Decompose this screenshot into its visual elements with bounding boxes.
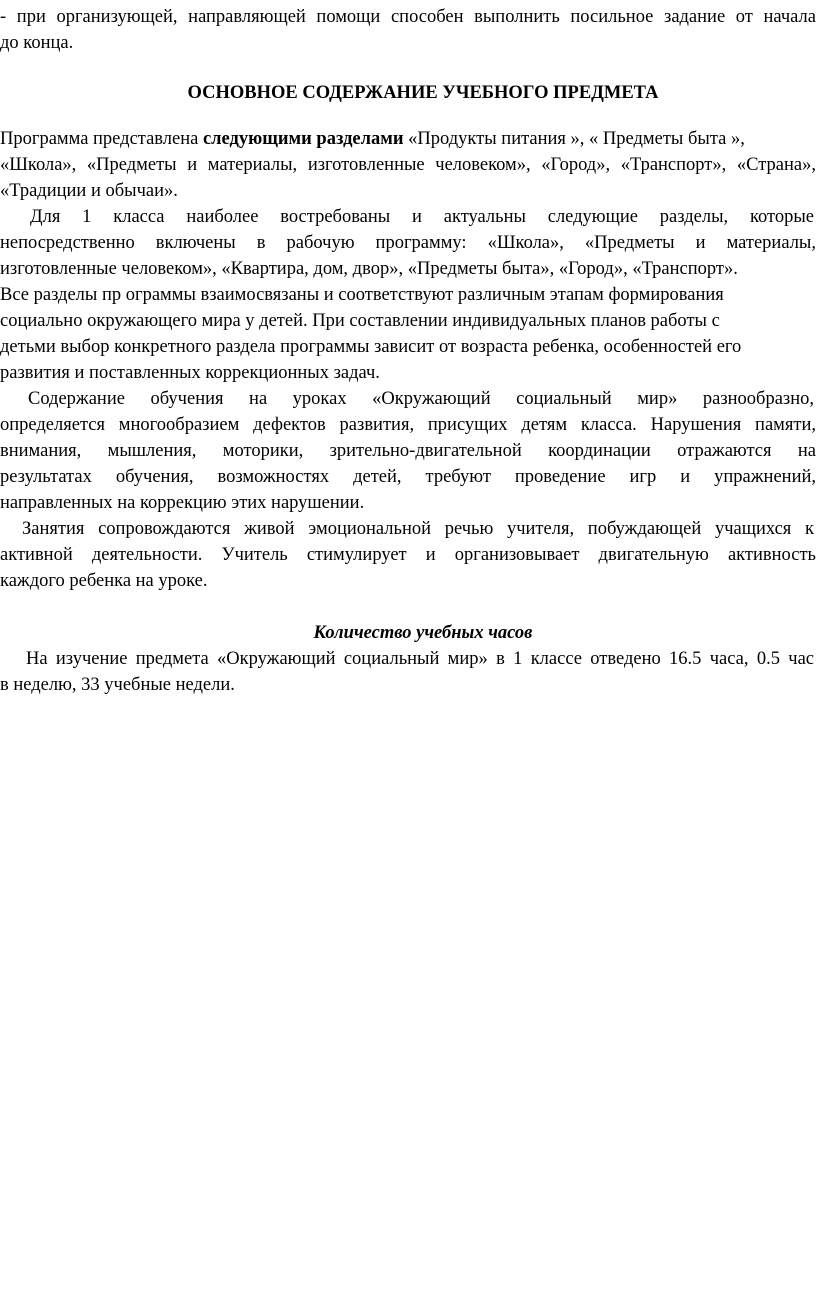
lessons-line-2: активной деятельности. Учитель стимулирует и организовывает двигательную активность [0,545,816,565]
content-line-2: определяется многообразием дефектов развития, присущих детям класса. Нарушения памяти, [0,415,816,435]
grade1-line-1: Для 1 класса наиболее востребованы и актуальны следующие разделы, которые [30,207,814,227]
sections-line-1-prefix: Программа представлена [0,129,203,149]
sections-line-1-bold: следующими разделами [202,129,404,149]
hours-line-1: На изучение предмета «Окружающий социальный мир» в 1 классе отведено 16.5 часа, 0.5 час [26,649,814,669]
lessons-line-3: каждого ребенка на уроке. [0,571,208,591]
content-line-1: Содержание обучения на уроках «Окружающий социальный мир» разнообразно, [28,389,814,409]
sections-line-2: «Школа», «Предметы и материалы, изготовленные человеком», «Город», «Транспорт», «Страна», [0,155,816,175]
content-line-3: внимания, мышления, моторики, зрительно-двигательной координации отражаются на [0,441,816,461]
grade1-line-6: детьми выбор конкретного раздела программы зависит от возраста ребенка, особенностей его [0,337,742,357]
grade1-line-3: изготовленные человеком», «Квартира, дом, двор», «Предметы быта», «Город», «Транспорт». [0,259,738,279]
grade1-line-7: развития и поставленных коррекционных задач. [0,363,380,383]
grade1-line-4: Все разделы пр ограммы взаимосвязаны и соответствуют различным этапам формирования [0,285,724,305]
hours-line-2: в неделю, 33 учебные недели. [0,675,235,695]
lessons-line-1: Занятия сопровождаются живой эмоциональной речью учителя, побуждающей учащихся к [22,519,814,539]
content-line-4: результатах обучения, возможностях детей, требуют проведение игр и упражнений, [0,467,816,487]
grade1-line-5: социально окружающего мира у детей. При составлении индивидуальных планов работы с [0,311,720,331]
grade1-line-2: непосредственно включены в рабочую программу: «Школа», «Предметы и материалы, [0,233,816,253]
hours-title: Количество учебных часов [313,623,533,643]
intro-line-1: - при организующей, направляющей помощи способен выполнить посильное задание от начала [0,7,816,27]
sections-line-3: «Традиции и обычаи». [0,181,178,201]
sections-line-1 [0,126,812,152]
content-line-5: направленных на коррекцию этих нарушении. [0,493,365,513]
intro-line-2: до конца. [0,33,74,53]
section-title: ОСНОВНОЕ СОДЕРЖАНИЕ УЧЕБНОГО ПРЕДМЕТА [187,83,659,103]
sections-line-1-suffix: «Продукты питания », « Предметы быта », [408,129,745,149]
